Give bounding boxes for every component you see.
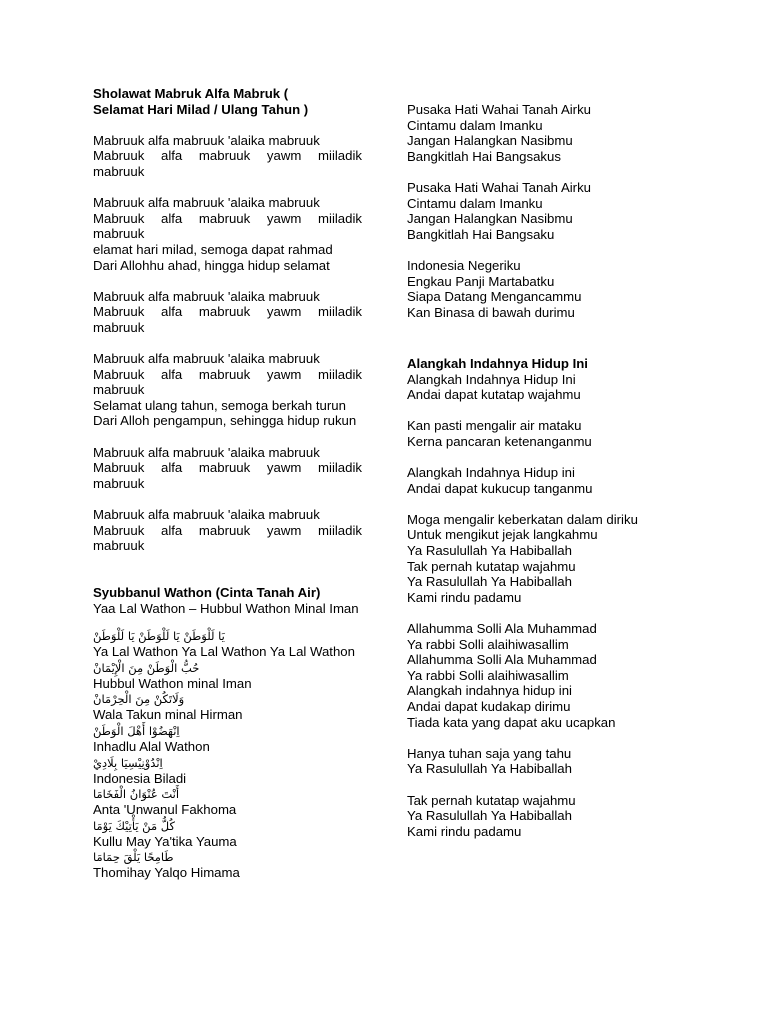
song3-title: Alangkah Indahnya Hidup Ini [407,355,588,371]
lyric-line: Jangan Halangkan Nasibmu [407,211,573,227]
lyric-line: Mabruuk alfa mabruuk yawm miiladik mabruuk [93,522,362,554]
song3-stanza [407,512,677,606]
lyric-line: Kerna pancaran ketenanganmu [407,433,592,449]
song1-stanza [93,133,362,180]
lyric-line: Engkau Panji Martabatku [407,273,555,289]
lyric-line: Kami rindu padamu [407,823,522,839]
song2-pair [93,818,362,850]
song3-stanza [407,746,677,777]
lyric-line: Andai dapat kudakap dirimu [407,698,571,714]
lyric-line: Allahumma Solli Ala Muhammad [407,621,597,636]
lyric-line: Alangkah Indahnya Hidup ini [407,465,575,481]
spacer [407,336,677,356]
song2-subtitle: Yaa Lal Wathon – Hubbul Wathon Minal Iman [93,600,359,616]
lyric-line: Andai dapat kutatap wajahmu [407,387,581,403]
lyric-line: Tak pernah kutatap wajahmu [407,792,576,808]
arabic-line: كُلُّ مَنْ يَأْتِيْكَ يَوْمَا [93,818,175,833]
lyric-line: Ya Rasulullah Ya Habiballah [407,761,572,777]
lyric-line: Dari Allohhu ahad, hingga hidup selamat [93,257,330,273]
arabic-line: طَامِحًا يَلْقَ حِمَامَا [93,850,174,865]
lyric-line: Ya Rasulullah Ya Habiballah [407,574,572,590]
arabic-line: اِنْهَضُوْا أَهْلَ الْوَطَنْ [93,723,180,738]
arabic-line: يَا لَلْوَطَنْ يَا لَلْوَطَنْ يَا لَلْوَطَنْ [93,629,225,644]
latin-line: Indonesia Biladi [93,770,187,786]
song2-title: Syubbanul Wathon (Cinta Tanah Air) [93,585,321,600]
lyric-line: Cintamu dalam Imanku [407,195,543,211]
song1-title-line: Sholawat Mabruk Alfa Mabruk ( [93,86,289,101]
lyric-line: Alangkah Indahnya Hidup Ini [407,371,576,387]
lyric-line: Indonesia Negeriku [407,257,521,273]
song3-stanza [407,356,677,403]
latin-line: Ya Lal Wathon Ya Lal Wathon Ya Lal Wathon [93,644,355,660]
song2-pair [93,691,362,723]
lyric-line: Mabruuk alfa mabruuk 'alaika mabruuk [93,195,320,211]
lyric-line: elamat hari milad, semoga dapat rahmad [93,241,333,257]
anthem-stanza [407,180,677,242]
lyric-line: Allahumma Solli Ala Muhammad [407,652,597,668]
lyric-line: Andai dapat kukucup tanganmu [407,480,593,496]
song3-stanza [407,465,677,496]
lyric-line: Siapa Datang Mengancammu [407,289,582,305]
lyric-line: Selamat ulang tahun, semoga berkah turun [93,397,346,413]
lyric-line: Ya Rasulullah Ya Habiballah [407,543,572,559]
lyric-line: Mabruuk alfa mabruuk yawm miiladik mabruuk [93,304,362,335]
arabic-line: حُبُّ الْوَطَنْ مِنَ الْإِيْمَانْ [93,660,200,675]
latin-line: Hubbul Wathon minal Iman [93,675,252,691]
song1-stanza [93,195,362,273]
spacer [93,569,362,585]
lyric-line: Ya Rasulullah Ya Habiballah [407,808,572,824]
lyric-line: Hanya tuhan saja yang tahu [407,745,572,761]
song2-pair [93,786,362,818]
song3-stanza [407,793,677,840]
song2-pair [93,660,362,692]
song2-header [93,585,362,616]
song1-stanza [93,289,362,336]
lyric-line: Jangan Halangkan Nasibmu [407,133,573,149]
lyric-line: Mabruuk alfa mabruuk 'alaika mabruuk [93,132,320,148]
arabic-line: اِنْدُوْنِيْسِيَا بِلَادِيْ [93,755,163,770]
lyric-line: Mabruuk alfa mabruuk yawm miiladik mabruuk [93,366,362,398]
anthem-stanza [407,258,677,320]
lyric-line: Mabruuk alfa mabruuk 'alaika mabruuk [93,507,320,523]
lyric-line: Bangkitlah Hai Bangsakus [407,148,561,164]
song1-title-line: Selamat Hari Milad / Ulang Tahun ) [93,101,309,117]
song3-stanza [407,418,677,449]
lyric-line: Ya rabbi Solli alaihiwasallim [407,667,569,683]
lyric-line: Untuk mengikut jejak langkahmu [407,527,598,543]
lyric-line: Kan pasti mengalir air mataku [407,418,582,434]
right-column [407,102,677,855]
lyric-line: Tiada kata yang dapat aku ucapkan [407,714,616,730]
lyric-line: Kami rindu padamu [407,589,522,605]
song1-title [93,86,362,117]
latin-line: Anta 'Unwanul Fakhoma [93,802,237,818]
lyric-line: Bangkitlah Hai Bangsaku [407,226,555,242]
arabic-line: وَلَاتَكُنْ مِنَ الْحِرْمَانْ [93,692,185,707]
latin-line: Inhadlu Alal Wathon [93,738,210,754]
lyric-line: Cintamu dalam Imanku [407,117,543,133]
lyric-line: Moga mengalir keberkatan dalam diriku [407,511,638,527]
lyric-line: Mabruuk alfa mabruuk yawm miiladik mabruuk [93,460,362,491]
song1-stanza [93,351,362,429]
anthem-stanza [407,102,677,164]
song2-pair [93,755,362,787]
song2-pair [93,849,362,881]
left-column [93,86,362,881]
lyric-line: Tak pernah kutatap wajahmu [407,558,576,574]
song1-stanza [93,507,362,554]
latin-line: Thomihay Yalqo Himama [93,865,240,881]
lyric-line: Pusaka Hati Wahai Tanah Airku [407,102,591,117]
arabic-line: أَنْتَ عُنْوَانُ الْفَخَامَا [93,787,180,802]
lyric-line: Mabruuk alfa mabruuk 'alaika mabruuk [93,288,320,304]
lyric-line: Mabruuk alfa mabruuk yawm miiladik mabruuk [93,148,362,179]
lyric-line: Dari Alloh pengampun, sehingga hidup rukun [93,413,357,429]
lyric-line: Pusaka Hati Wahai Tanah Airku [407,179,591,195]
latin-line: Wala Takun minal Hirman [93,707,243,723]
lyric-line: Kan Binasa di bawah durimu [407,304,575,320]
song2-pair [93,628,362,660]
lyric-line: Mabruuk alfa mabruuk yawm miiladik mabruuk [93,210,362,242]
song1-stanza [93,445,362,492]
song2-pair [93,723,362,755]
latin-line: Kullu May Ya'tika Yauma [93,833,237,849]
lyric-line: Mabruuk alfa mabruuk 'alaika mabruuk [93,444,320,460]
lyric-line: Alangkah indahnya hidup ini [407,683,572,699]
lyric-line: Ya rabbi Solli alaihiwasallim [407,636,569,652]
song3-stanza [407,621,677,730]
lyric-line: Mabruuk alfa mabruuk 'alaika mabruuk [93,351,320,367]
